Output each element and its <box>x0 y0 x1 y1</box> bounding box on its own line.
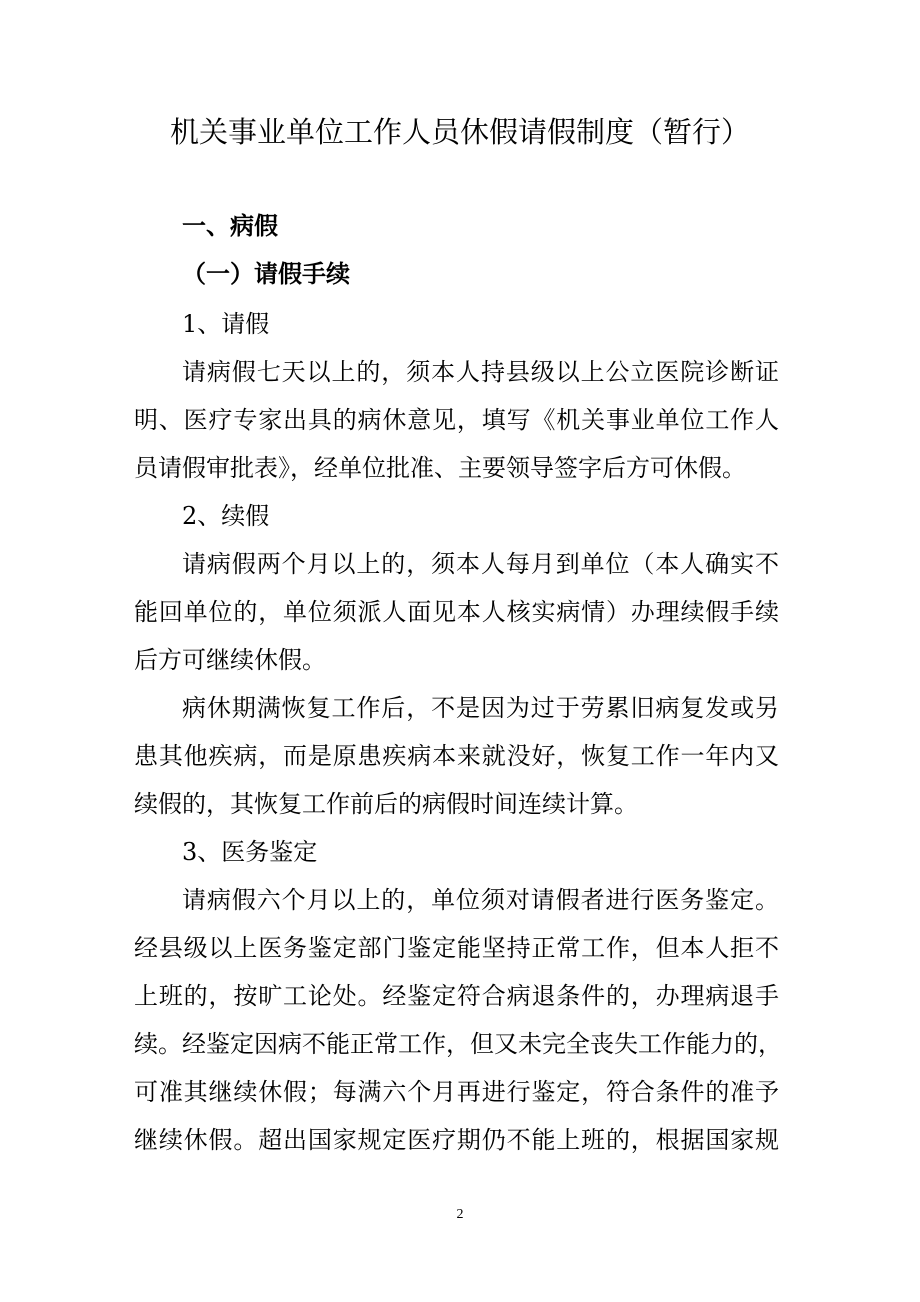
paragraph-line: 明、医疗专家出具的病休意见，填写《机关事业单位工作人 <box>134 406 779 434</box>
paragraph-line: 病休期满恢复工作后，不是因为过于劳累旧病复发或另 <box>182 694 779 722</box>
paragraph-line: 患其他疾病，而是原患疾病本来就没好，恢复工作一年内又 <box>134 742 779 770</box>
paragraph-line: 请病假六个月以上的，单位须对请假者进行医务鉴定。 <box>182 886 779 914</box>
item-heading-medical-appraisal: 3、医务鉴定 <box>182 838 318 866</box>
paragraph-line: 后方可继续休假。 <box>134 646 326 674</box>
section-heading-sick-leave: 一、病假 <box>182 212 278 240</box>
item-heading-leave-request: 1、请假 <box>182 310 270 338</box>
paragraph-line: 续假的，其恢复工作前后的病假时间连续计算。 <box>134 790 638 818</box>
paragraph-line: 员请假审批表》，经单位批准、主要领导签字后方可休假。 <box>134 454 746 482</box>
paragraph-line: 能回单位的，单位须派人面见本人核实病情）办理续假手续 <box>134 598 779 626</box>
paragraph-line: 继续休假。超出国家规定医疗期仍不能上班的，根据国家规 <box>134 1126 779 1154</box>
paragraph-line: 可准其继续休假；每满六个月再进行鉴定，符合条件的准予 <box>134 1078 779 1106</box>
document-title: 机关事业单位工作人员休假请假制度（暂行） <box>169 115 750 149</box>
page-number: 2 <box>456 1207 464 1222</box>
item-heading-leave-extension: 2、续假 <box>182 502 270 530</box>
subsection-heading-procedure: （一）请假手续 <box>182 260 350 288</box>
paragraph-line: 上班的，按旷工论处。经鉴定符合病退条件的，办理病退手 <box>134 982 779 1010</box>
paragraph-line: 请病假两个月以上的，须本人每月到单位（本人确实不 <box>182 550 779 578</box>
paragraph-line: 请病假七天以上的，须本人持县级以上公立医院诊断证 <box>182 358 779 386</box>
paragraph-line: 经县级以上医务鉴定部门鉴定能坚持正常工作，但本人拒不 <box>134 934 779 962</box>
paragraph-line: 续。经鉴定因病不能正常工作，但又未完全丧失工作能力的， <box>134 1030 782 1058</box>
